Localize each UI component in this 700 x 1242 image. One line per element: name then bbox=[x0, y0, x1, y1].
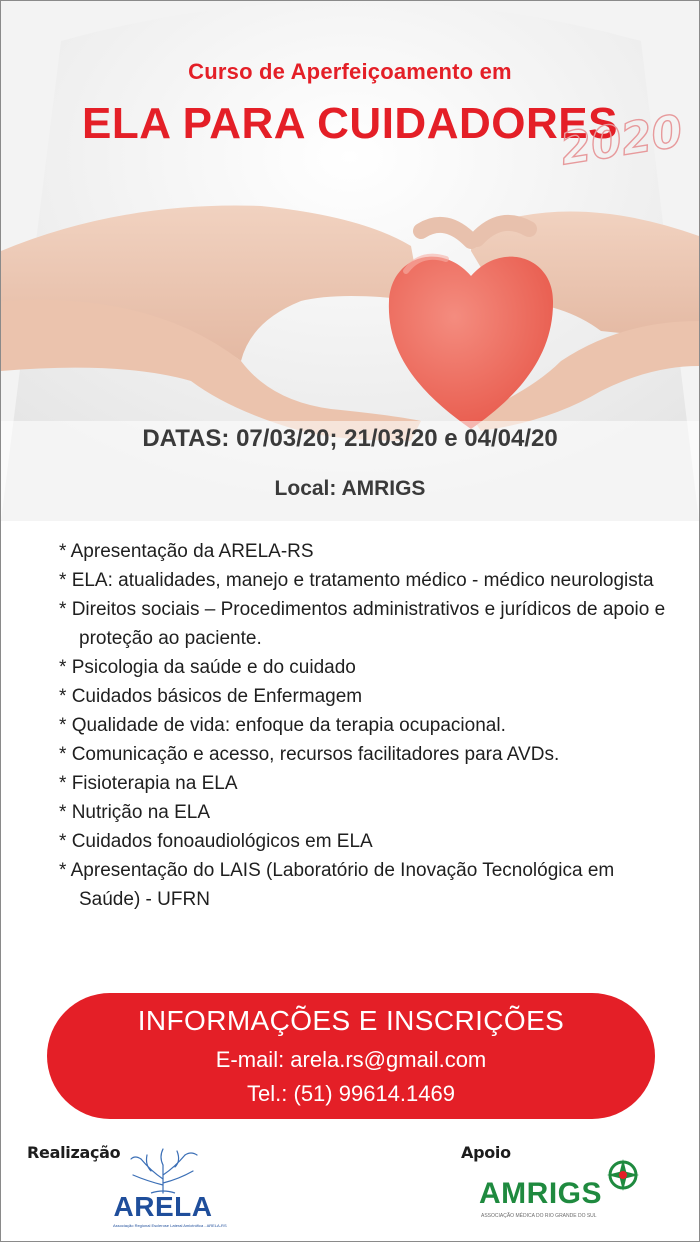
info-banner bbox=[47, 993, 655, 1119]
topic-item: * ELA: atualidades, manejo e tratamento médico - médico neurologista bbox=[59, 566, 679, 595]
topic-item: * Apresentação da ARELA-RS bbox=[59, 537, 679, 566]
realizacao-label: Realização bbox=[27, 1143, 121, 1162]
topic-item: * Cuidados básicos de Enfermagem bbox=[59, 682, 679, 711]
topic-item: * Cuidados fonoaudiológicos em ELA bbox=[59, 827, 679, 856]
topic-item: * Psicologia da saúde e do cuidado bbox=[59, 653, 679, 682]
apoio-label: Apoio bbox=[461, 1143, 511, 1162]
topic-item: * Fisioterapia na ELA bbox=[59, 769, 679, 798]
arela-tagline: Associação Regional Esclerose Lateral Amiotrófica - ARELA-RS bbox=[113, 1223, 227, 1228]
course-year: 2020 bbox=[557, 105, 686, 176]
compass-icon bbox=[605, 1157, 641, 1193]
contact-email[interactable]: E-mail: arela.rs@gmail.com bbox=[215, 1047, 487, 1072]
course-title: ELA PARA CUIDADORES bbox=[82, 99, 618, 148]
arela-logo: ARELA bbox=[113, 1191, 213, 1222]
info-heading: INFORMAÇÕES E INSCRIÇÕES bbox=[137, 1005, 565, 1036]
amrigs-logo: AMRIGS bbox=[479, 1177, 602, 1210]
event-dates: DATAS: 07/03/20; 21/03/20 e 04/04/20 bbox=[142, 425, 558, 452]
topic-item: * Nutrição na ELA bbox=[59, 798, 679, 827]
topic-item: * Apresentação do LAIS (Laboratório de Inovação Tecnológica em Saúde) - UFRN bbox=[59, 856, 679, 914]
topics-list bbox=[59, 537, 679, 914]
course-subtitle: Curso de Aperfeiçoamento em bbox=[188, 59, 512, 84]
contact-phone[interactable]: Tel.: (51) 99614.1469 bbox=[247, 1081, 455, 1106]
topic-item: * Qualidade de vida: enfoque da terapia ocupacional. bbox=[59, 711, 679, 740]
topic-item: * Comunicação e acesso, recursos facilitadores para AVDs. bbox=[59, 740, 679, 769]
topic-item: * Direitos sociais – Procedimentos administrativos e jurídicos de apoio e proteção ao paciente. bbox=[59, 595, 679, 653]
event-location: Local: AMRIGS bbox=[274, 477, 426, 500]
amrigs-tagline: ASSOCIAÇÃO MÉDICA DO RIO GRANDE DO SUL bbox=[481, 1213, 597, 1219]
